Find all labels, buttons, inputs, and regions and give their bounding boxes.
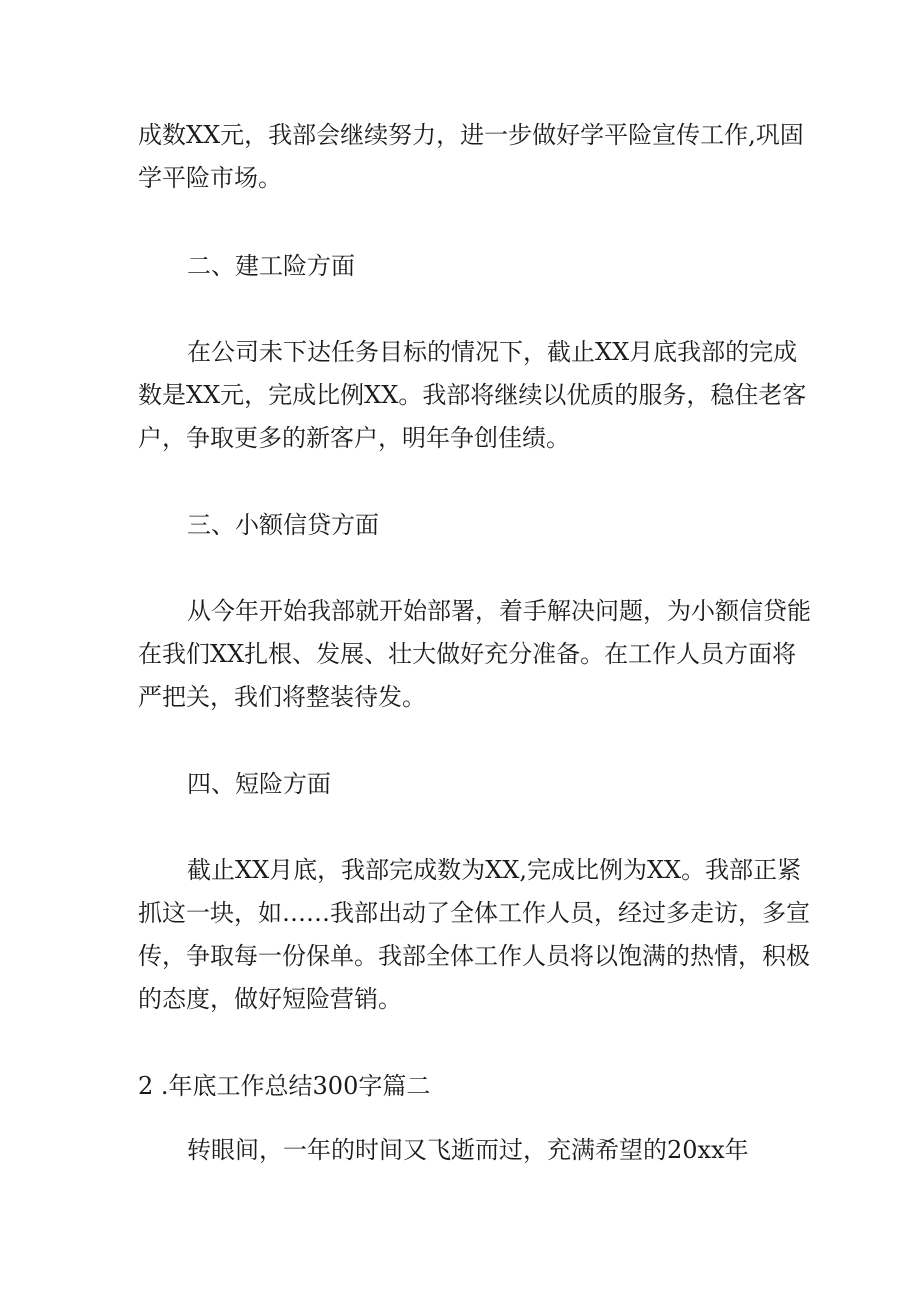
document-section-title: 2 .年底工作总结300字篇二 [138,1072,431,1100]
paragraph-line: 的态度，做好短险营销。 [138,985,402,1013]
paragraph-line: 从今年开始我部就开始部署，着手解决问题，为小额信贷能 [187,597,811,625]
paragraph-line: 数是XX元，完成比例XX。我部将继续以优质的服务，稳住老客 [138,381,807,409]
paragraph-line: 户，争取更多的新客户，明年争创佳绩。 [138,424,570,452]
section-heading-construction-insurance: 二、建工险方面 [187,252,355,280]
paragraph-line: 学平险市场。 [138,164,282,192]
section-heading-short-term-insurance: 四、短险方面 [187,770,331,798]
section-heading-microcredit: 三、小额信贷方面 [187,511,379,539]
paragraph-line: 严把关，我们将整装待发。 [138,683,426,711]
paragraph-line: 成数XX元，我部会继续努力，进一步做好学平险宣传工作,巩固 [138,121,804,149]
paragraph-line: 在公司未下达任务目标的情况下，截止XX月底我部的完成 [187,338,798,366]
paragraph-line: 抓这一块，如……我部出动了全体工作人员，经过多走访，多宣 [138,899,810,927]
paragraph-line: 传，争取每一份保单。我部全体工作人员将以饱满的热情，积极 [138,942,810,970]
paragraph-line: 在我们XX扎根、发展、壮大做好充分准备。在工作人员方面将 [138,640,797,668]
paragraph-line: 转眼间，一年的时间又飞逝而过，充满希望的20xx年 [187,1136,749,1164]
paragraph-line: 截止XX月底，我部完成数为XX,完成比例为XX。我部正紧 [187,856,802,884]
